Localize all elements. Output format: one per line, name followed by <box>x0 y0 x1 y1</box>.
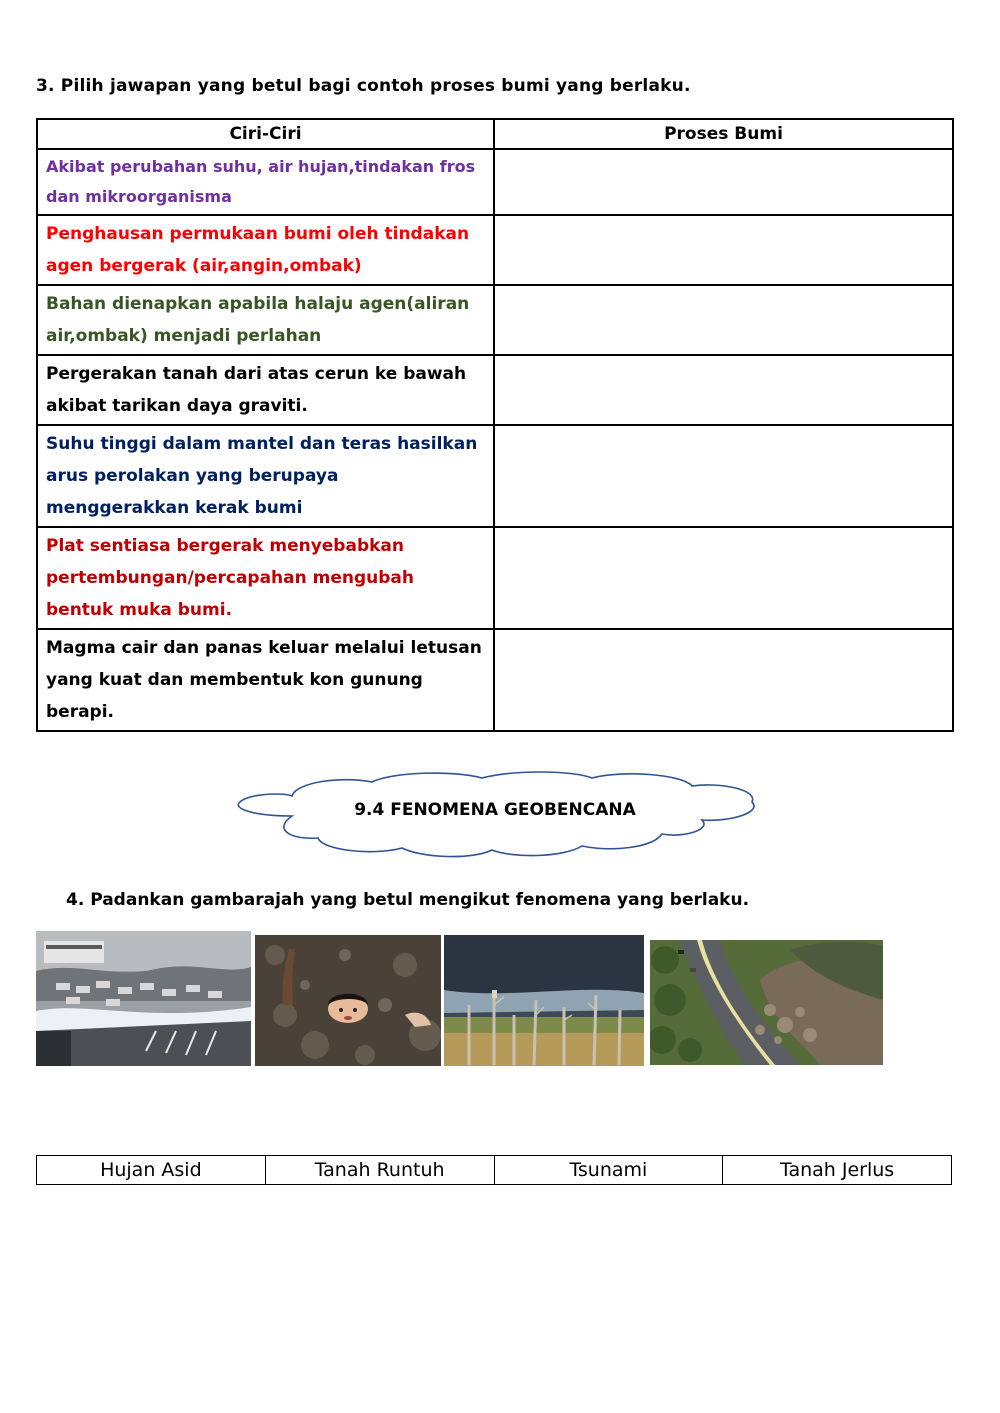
ciri-cell: Penghausan permukaan bumi oleh tindakan agen bergerak (air,angin,ombak) <box>37 215 494 285</box>
table-row <box>37 215 953 285</box>
header-ciri: Ciri-Ciri <box>37 119 494 149</box>
question-4-title: 4. Padankan gambarajah yang betul mengikut fenomena yang berlaku. <box>66 890 750 910</box>
ciri-cell: Suhu tinggi dalam mantel dan teras hasilkan arus perolakan yang berupaya menggerakkan kerak bumi <box>37 425 494 527</box>
answer-cell[interactable] <box>494 527 953 629</box>
photo-tsunami <box>36 931 251 1066</box>
answer-option[interactable]: Tanah Runtuh <box>265 1156 494 1185</box>
ciri-cell: Akibat perubahan suhu, air hujan,tindakan fros dan mikroorganisma <box>37 149 494 215</box>
answer-option[interactable]: Hujan Asid <box>37 1156 266 1185</box>
answer-options-table <box>36 1155 952 1185</box>
ciri-cell: Pergerakan tanah dari atas cerun ke bawah akibat tarikan daya graviti. <box>37 355 494 425</box>
table-row <box>37 149 953 215</box>
answer-cell[interactable] <box>494 285 953 355</box>
answer-cell[interactable] <box>494 425 953 527</box>
photo-tanah-runtuh <box>650 940 883 1065</box>
table-row <box>37 355 953 425</box>
table-row <box>37 527 953 629</box>
photo-hujan-asid <box>444 935 644 1066</box>
banner-title: 9.4 FENOMENA GEOBENCANA <box>354 800 636 820</box>
table-row <box>37 285 953 355</box>
ciri-cell: Plat sentiasa bergerak menyebabkan pertembungan/percapahan mengubah bentuk muka bumi. <box>37 527 494 629</box>
answer-options-row <box>37 1156 952 1185</box>
header-proses: Proses Bumi <box>494 119 953 149</box>
answer-option[interactable]: Tanah Jerlus <box>723 1156 952 1185</box>
answer-cell[interactable] <box>494 355 953 425</box>
photo-tanah-jerlus <box>255 935 441 1066</box>
ciri-cell: Magma cair dan panas keluar melalui letusan yang kuat dan membentuk kon gunung berapi. <box>37 629 494 731</box>
answer-cell[interactable] <box>494 149 953 215</box>
answer-cell[interactable] <box>494 629 953 731</box>
answer-cell[interactable] <box>494 215 953 285</box>
table-row <box>37 425 953 527</box>
answer-option[interactable]: Tsunami <box>494 1156 723 1185</box>
table-row <box>37 629 953 731</box>
process-table <box>36 118 954 732</box>
table-header-row <box>37 119 953 149</box>
question-3-title: 3. Pilih jawapan yang betul bagi contoh proses bumi yang berlaku. <box>36 76 691 96</box>
ciri-cell: Bahan dienapkan apabila halaju agen(aliran air,ombak) menjadi perlahan <box>37 285 494 355</box>
